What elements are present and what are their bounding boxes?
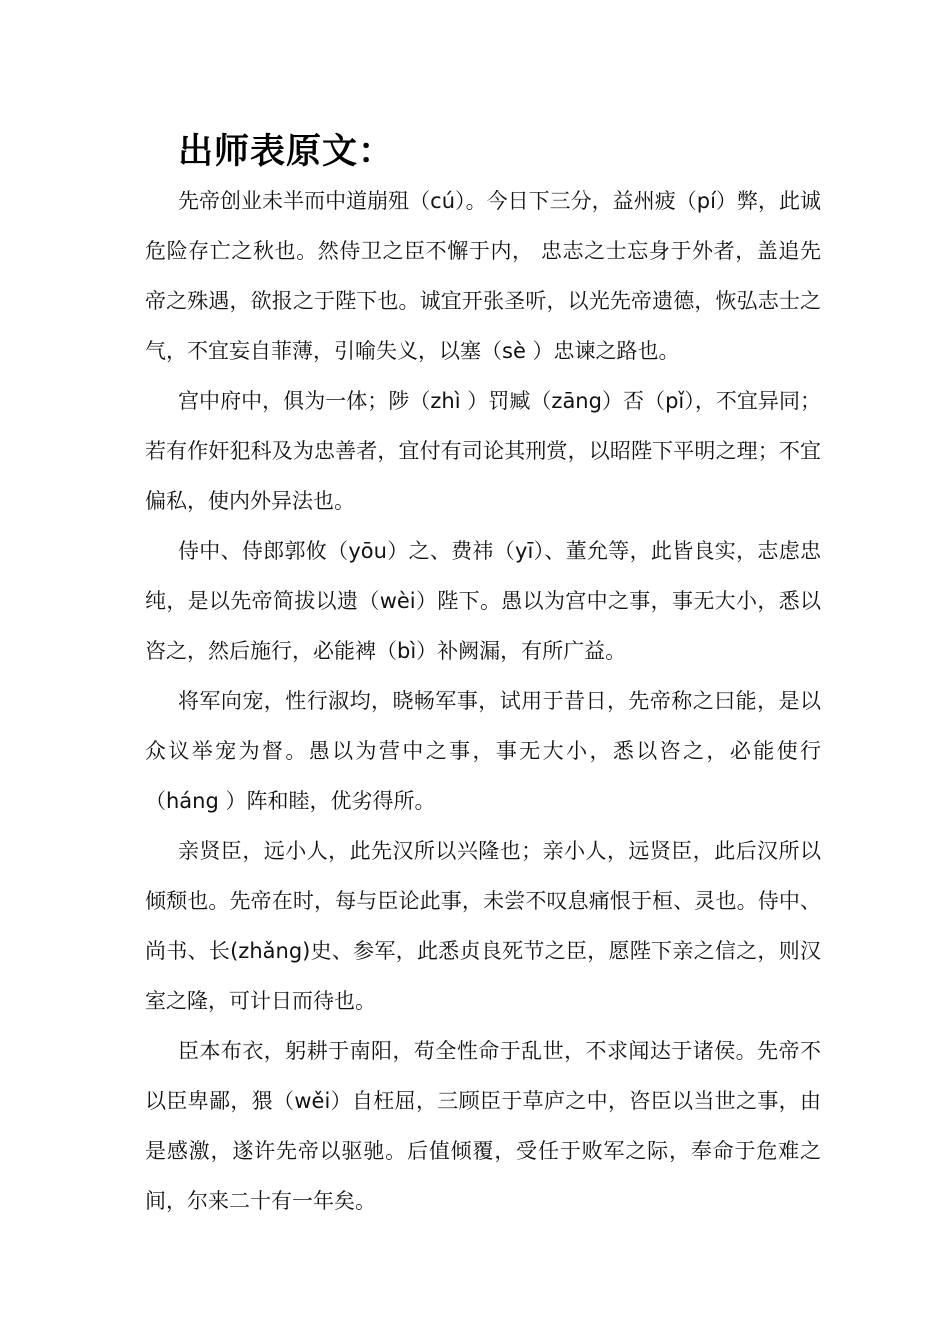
paragraph-1: 先帝创业未半而中道崩殂（cú）。今日下三分，益州疲（pí）弊，此诚危险存亡之秋也。然侍卫之臣不懈于内， 忠志之士忘身于外者，盖追先帝之殊遇，欲报之于陛下也。诚宜开张圣听，以光先帝遗德，恢弘志士之气，不宜妄自菲薄，引喻失义，以塞（sè ）忠谏之路也。 [145,189,821,363]
document-title: 出师表原文： [178,132,395,172]
paragraph-6: 臣本布衣，躬耕于南阳，苟全性命于乱世，不求闻达于诸侯。先帝不以臣卑鄙，猥（wěi）自枉屈，三顾臣于草庐之中，咨臣以当世之事，由是感激，遂许先帝以驱驰。后值倾覆，受任于败军之际，奉命于危难之间，尔来二十有一年矣。 [145,1039,821,1213]
document-body [145,176,821,1226]
paragraph-5: 亲贤臣，远小人，此先汉所以兴隆也；亲小人，远贤臣，此后汉所以倾颓也。先帝在时，每与臣论此事，未尝不叹息痛恨于桓、灵也。侍中、尚书、长(zhǎng)史、参军，此悉贞良死节之臣，愿陛下亲之信之，则汉室之隆，可计日而待也。 [145,839,821,1013]
paragraph-3: 侍中、侍郎郭攸（yōu）之、费祎（yī）、董允等，此皆良实，志虑忠纯，是以先帝简拔以遗（wèi）陛下。愚以为宫中之事，事无大小，悉以咨之，然后施行，必能裨（bì）补阙漏，有所广益。 [145,539,821,663]
paragraph-4: 将军向宠，性行淑均，晓畅军事，试用于昔日，先帝称之曰能，是以众议举宠为督。愚以为营中之事，事无大小，悉以咨之，必能使行（háng ）阵和睦，优劣得所。 [145,689,821,813]
paragraph-2: 宫中府中，俱为一体；陟（zhì ）罚臧（zāng）否（pǐ），不宜异同；若有作奸犯科及为忠善者，宜付有司论其刑赏，以昭陛下平明之理；不宜偏私，使内外异法也。 [145,389,821,513]
